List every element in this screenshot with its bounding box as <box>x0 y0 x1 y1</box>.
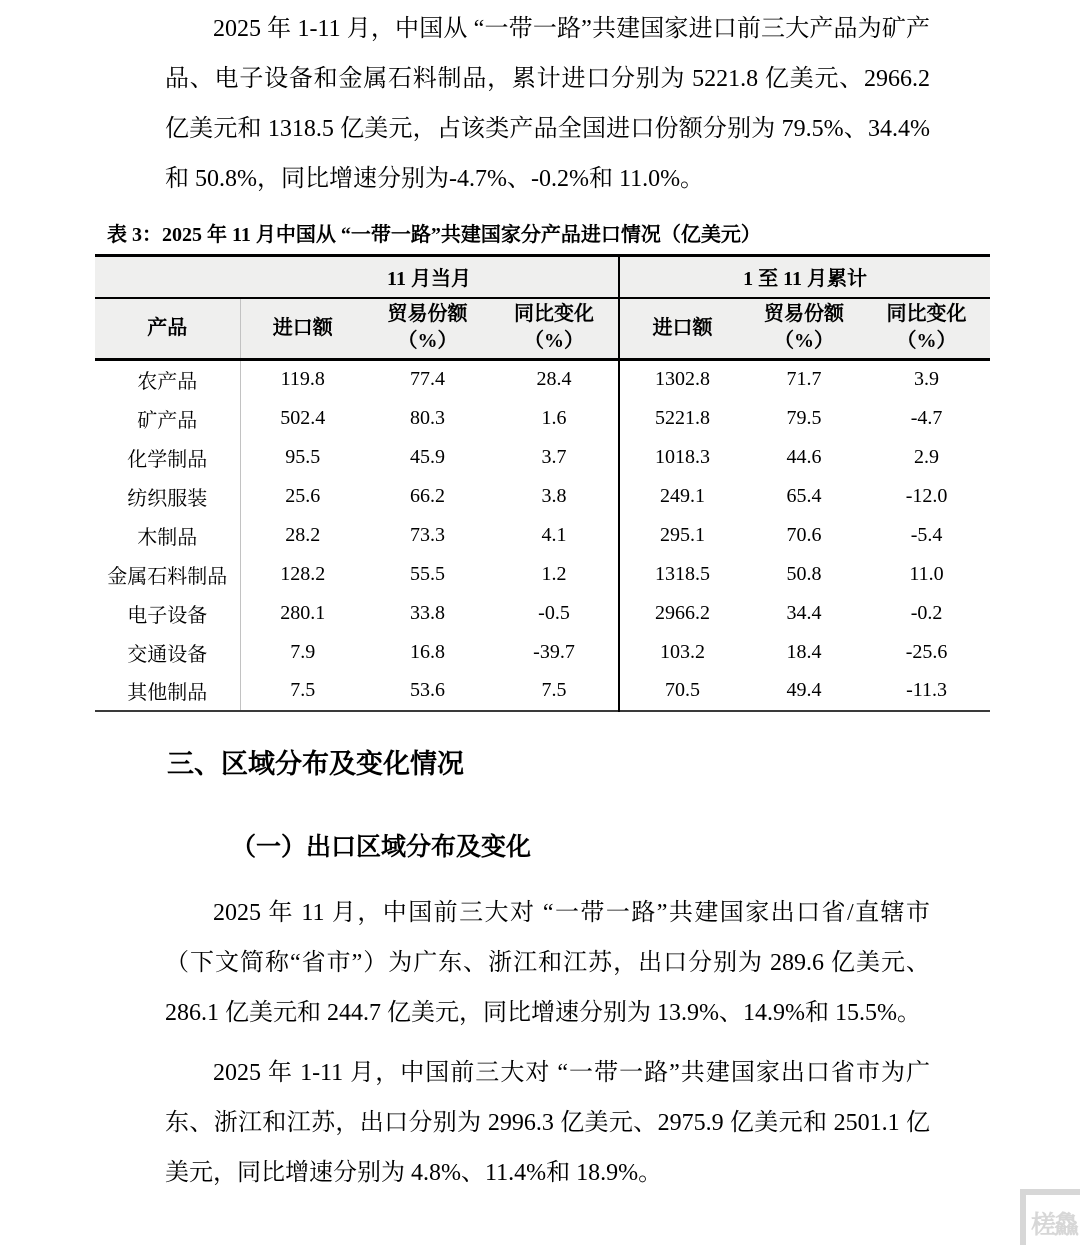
cell-value: -25.6 <box>863 633 990 672</box>
col-header-import-value-month: 进口额 <box>240 298 365 360</box>
paragraph-import-products-summary: 2025 年 1-11 月，中国从 “一带一路”共建国家进口前三大产品为矿产品、电子设备和金属石料制品，累计进口分别为 5221.8 亿美元、2966.2 亿美元和 1318.5 亿美元，占该类产品全国进口份额分别为 79.5%、34.4%和 50.8%，同比增速分别为-4.7%、-0.2%和 11.0%。 <box>165 16 930 192</box>
cell-value: -39.7 <box>490 633 619 672</box>
paragraph-export-provinces-cumulative: 2025 年 1-11 月，中国前三大对 “一带一路”共建国家出口省市为广东、浙江和江苏，出口分别为 2996.3 亿美元、2975.9 亿美元和 2501.1 亿美元，同比增速分别为 4.8%、11.4%和 18.9%。 <box>165 1059 930 1186</box>
cell-value: -4.7 <box>863 399 990 438</box>
table-column-header-row <box>95 298 990 360</box>
col-header-product: 产品 <box>95 298 240 360</box>
cell-value: 11.0 <box>863 555 990 594</box>
table-row-agricultural <box>95 360 990 399</box>
cell-value: 18.4 <box>745 633 863 672</box>
col-header-yoy-change-cumulative: 同比变化 （%） <box>863 298 990 360</box>
cell-value: 79.5 <box>745 399 863 438</box>
watermark-stamp <box>1020 1189 1080 1245</box>
cell-value: 1.2 <box>490 555 619 594</box>
table-row-chemical <box>95 438 990 477</box>
cell-value: 73.3 <box>365 516 490 555</box>
table-row-metal-stone <box>95 555 990 594</box>
import-products-table <box>95 254 990 712</box>
col-header-yoy-change-month: 同比变化 （%） <box>490 298 619 360</box>
section-heading-regional-distribution: 三、区域分布及变化情况 <box>167 748 464 779</box>
cell-value: -0.2 <box>863 594 990 633</box>
cell-value: 25.6 <box>240 477 365 516</box>
cell-value: 502.4 <box>240 399 365 438</box>
product-name: 纺织服装 <box>95 477 240 516</box>
group-header-cumulative: 1 至 11 月累计 <box>619 256 990 298</box>
product-name: 木制品 <box>95 516 240 555</box>
group-header-spacer <box>95 256 240 298</box>
cell-value: 1018.3 <box>619 438 745 477</box>
cell-value: 295.1 <box>619 516 745 555</box>
cell-value: 50.8 <box>745 555 863 594</box>
cell-value: 128.2 <box>240 555 365 594</box>
cell-value: 1302.8 <box>619 360 745 399</box>
table-row-transport <box>95 633 990 672</box>
product-name: 电子设备 <box>95 594 240 633</box>
cell-value: 28.4 <box>490 360 619 399</box>
product-name: 化学制品 <box>95 438 240 477</box>
cell-value: 70.6 <box>745 516 863 555</box>
paragraph-export-provinces-month: 2025 年 11 月，中国前三大对 “一带一路”共建国家出口省/直辖市（下文简称“省市”）为广东、浙江和江苏，出口分别为 289.6 亿美元、286.1 亿美元和 244.7 亿美元，同比增速分别为 13.9%、14.9%和 15.5%。 <box>165 899 930 1026</box>
table-row-wood <box>95 516 990 555</box>
cell-value: 71.7 <box>745 360 863 399</box>
cell-value: 7.5 <box>490 672 619 711</box>
cell-value: 3.8 <box>490 477 619 516</box>
cell-value: 33.8 <box>365 594 490 633</box>
cell-value: -12.0 <box>863 477 990 516</box>
cell-value: -11.3 <box>863 672 990 711</box>
col-header-import-value-cumulative: 进口额 <box>619 298 745 360</box>
cell-value: 16.8 <box>365 633 490 672</box>
cell-value: 2966.2 <box>619 594 745 633</box>
cell-value: 66.2 <box>365 477 490 516</box>
cell-value: 1.6 <box>490 399 619 438</box>
cell-value: 3.9 <box>863 360 990 399</box>
table-row-mineral <box>95 399 990 438</box>
cell-value: 280.1 <box>240 594 365 633</box>
cell-value: 44.6 <box>745 438 863 477</box>
cell-value: 49.4 <box>745 672 863 711</box>
table-group-header-row <box>95 256 990 298</box>
col-header-trade-share-month: 贸易份额 （%） <box>365 298 490 360</box>
product-name: 金属石料制品 <box>95 555 240 594</box>
cell-value: 80.3 <box>365 399 490 438</box>
cell-value: 249.1 <box>619 477 745 516</box>
cell-value: -5.4 <box>863 516 990 555</box>
cell-value: 77.4 <box>365 360 490 399</box>
watermark-text: 槎鱻 <box>1030 1212 1077 1239</box>
table-caption: 表 3：2025 年 11 月中国从 “一带一路”共建国家分产品进口情况（亿美元） <box>107 224 761 246</box>
cell-value: 55.5 <box>365 555 490 594</box>
cell-value: 45.9 <box>365 438 490 477</box>
cell-value: 28.2 <box>240 516 365 555</box>
col-header-trade-share-cumulative: 贸易份额 （%） <box>745 298 863 360</box>
cell-value: 1318.5 <box>619 555 745 594</box>
cell-value: 7.9 <box>240 633 365 672</box>
cell-value: 103.2 <box>619 633 745 672</box>
cell-value: 4.1 <box>490 516 619 555</box>
cell-value: 3.7 <box>490 438 619 477</box>
cell-value: 70.5 <box>619 672 745 711</box>
group-header-current-month: 11 月当月 <box>240 256 619 298</box>
cell-value: 34.4 <box>745 594 863 633</box>
table-row-textile <box>95 477 990 516</box>
cell-value: -0.5 <box>490 594 619 633</box>
product-name: 矿产品 <box>95 399 240 438</box>
cell-value: 5221.8 <box>619 399 745 438</box>
cell-value: 65.4 <box>745 477 863 516</box>
cell-value: 2.9 <box>863 438 990 477</box>
subsection-heading-export-region: （一）出口区域分布及变化 <box>231 832 532 861</box>
cell-value: 95.5 <box>240 438 365 477</box>
product-name: 其他制品 <box>95 672 240 711</box>
product-name: 农产品 <box>95 360 240 399</box>
table-row-electronics <box>95 594 990 633</box>
cell-value: 119.8 <box>240 360 365 399</box>
cell-value: 53.6 <box>365 672 490 711</box>
cell-value: 7.5 <box>240 672 365 711</box>
table-row-other <box>95 672 990 711</box>
product-name: 交通设备 <box>95 633 240 672</box>
